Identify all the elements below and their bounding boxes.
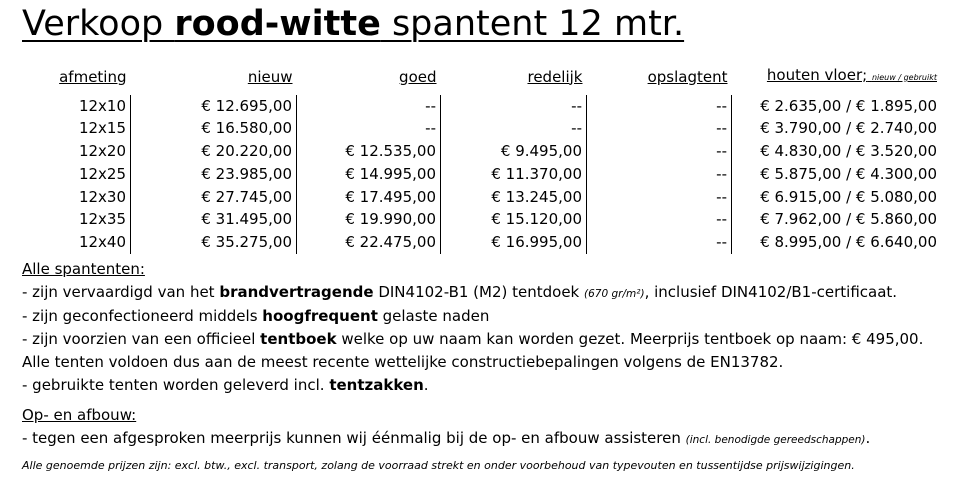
footer-disclaimer: Alle genoemde prijzen zijn: excl. btw., excl. transport, zolang de voorraad strekt en onder voorbehoud van typevouten en tussentijdse prijswijzigingen. [22,458,855,472]
table-row [48,186,941,209]
table-row [48,95,941,118]
cell-goed: € 19.990,00 [297,208,441,231]
cell-goed: € 14.995,00 [297,163,441,186]
table-row [48,231,941,254]
cell-redelijk: -- [441,95,587,118]
cell-nieuw: € 31.495,00 [131,208,297,231]
cell-opslagtent: -- [587,208,732,231]
cell-redelijk: € 13.245,00 [441,186,587,209]
page-title: Verkoop rood-witte spantent 12 mtr. [22,4,685,44]
cell-afmeting: 12x10 [78,96,126,115]
cell-opslagtent: -- [587,140,732,163]
cell-afmeting: 12x35 [78,210,126,229]
cell-goed: € 12.535,00 [297,140,441,163]
table-header-row [48,64,941,95]
cell-houten-vloer: € 8.995,00 / € 6.640,00 [732,231,942,254]
header-redelijk: redelijk [527,67,583,86]
cell-goed: € 17.495,00 [297,186,441,209]
notes-section [22,258,957,474]
cell-redelijk: € 11.370,00 [441,163,587,186]
cell-nieuw: € 23.985,00 [131,163,297,186]
price-table [48,64,941,254]
cell-houten-vloer: € 3.790,00 / € 2.740,00 [732,117,942,140]
table-row [48,117,941,140]
cell-nieuw: € 27.745,00 [131,186,297,209]
cell-afmeting: 12x30 [78,187,126,206]
spantenten-line-3: - zijn voorzien van een officieel tentboek welke op uw naam kan worden gezet. Meerprijs tentboek op naam: € 495,00. [22,330,924,349]
cell-redelijk: € 16.995,00 [441,231,587,254]
cell-nieuw: € 35.275,00 [131,231,297,254]
cell-goed: € 22.475,00 [297,231,441,254]
cell-opslagtent: -- [587,186,732,209]
cell-houten-vloer: € 4.830,00 / € 3.520,00 [732,140,942,163]
header-houten-vloer: houten vloer; nieuw / gebruikt [766,66,937,84]
cell-redelijk: € 9.495,00 [441,140,587,163]
spantenten-line-5: - gebruikte tenten worden geleverd incl. tentzakken. [22,375,429,394]
cell-redelijk: € 15.120,00 [441,208,587,231]
cell-opslagtent: -- [587,117,732,140]
cell-nieuw: € 20.220,00 [131,140,297,163]
header-opslagtent: opslagtent [647,67,728,86]
table-row [48,208,941,231]
cell-afmeting: 12x25 [78,164,126,183]
cell-houten-vloer: € 5.875,00 / € 4.300,00 [732,163,942,186]
cell-redelijk: -- [441,117,587,140]
cell-afmeting: 12x20 [78,142,126,161]
header-nieuw: nieuw [247,67,293,86]
cell-goed: -- [297,117,441,140]
header-afmeting: afmeting [59,67,127,86]
table-row [48,163,941,186]
cell-houten-vloer: € 7.962,00 / € 5.860,00 [732,208,942,231]
spantenten-line-1: - zijn vervaardigd van het brandvertragende DIN4102-B1 (M2) tentdoek (670 gr/m²), inclusief DIN4102/B1-certificaat. [22,282,898,301]
header-houten-vloer-note: nieuw / gebruikt [871,73,937,82]
cell-nieuw: € 12.695,00 [131,95,297,118]
opafbouw-heading: Op- en afbouw: [22,406,137,425]
cell-opslagtent: -- [587,163,732,186]
spantenten-heading: Alle spantenten: [22,260,145,278]
spantenten-line-2: - zijn geconfectioneerd middels hoogfrequent gelaste naden [22,307,490,326]
cell-houten-vloer: € 6.915,00 / € 5.080,00 [732,186,942,209]
cell-houten-vloer: € 2.635,00 / € 1.895,00 [732,95,942,118]
header-goed: goed [399,67,437,86]
cell-nieuw: € 16.580,00 [131,117,297,140]
cell-opslagtent: -- [587,95,732,118]
spantenten-line-4: Alle tenten voldoen dus aan de meest recente wettelijke constructiebepalingen volgens de EN13782. [22,352,784,371]
cell-goed: -- [297,95,441,118]
cell-afmeting: 12x15 [78,119,126,138]
cell-opslagtent: -- [587,231,732,254]
cell-afmeting: 12x40 [78,232,126,251]
title-highlight: rood-witte [174,4,381,44]
opafbouw-line-1: - tegen een afgesproken meerprijs kunnen wij éénmalig bij de op- en afbouw assisteren (incl. benodigde gereedschappen). [22,428,871,447]
table-row [48,140,941,163]
